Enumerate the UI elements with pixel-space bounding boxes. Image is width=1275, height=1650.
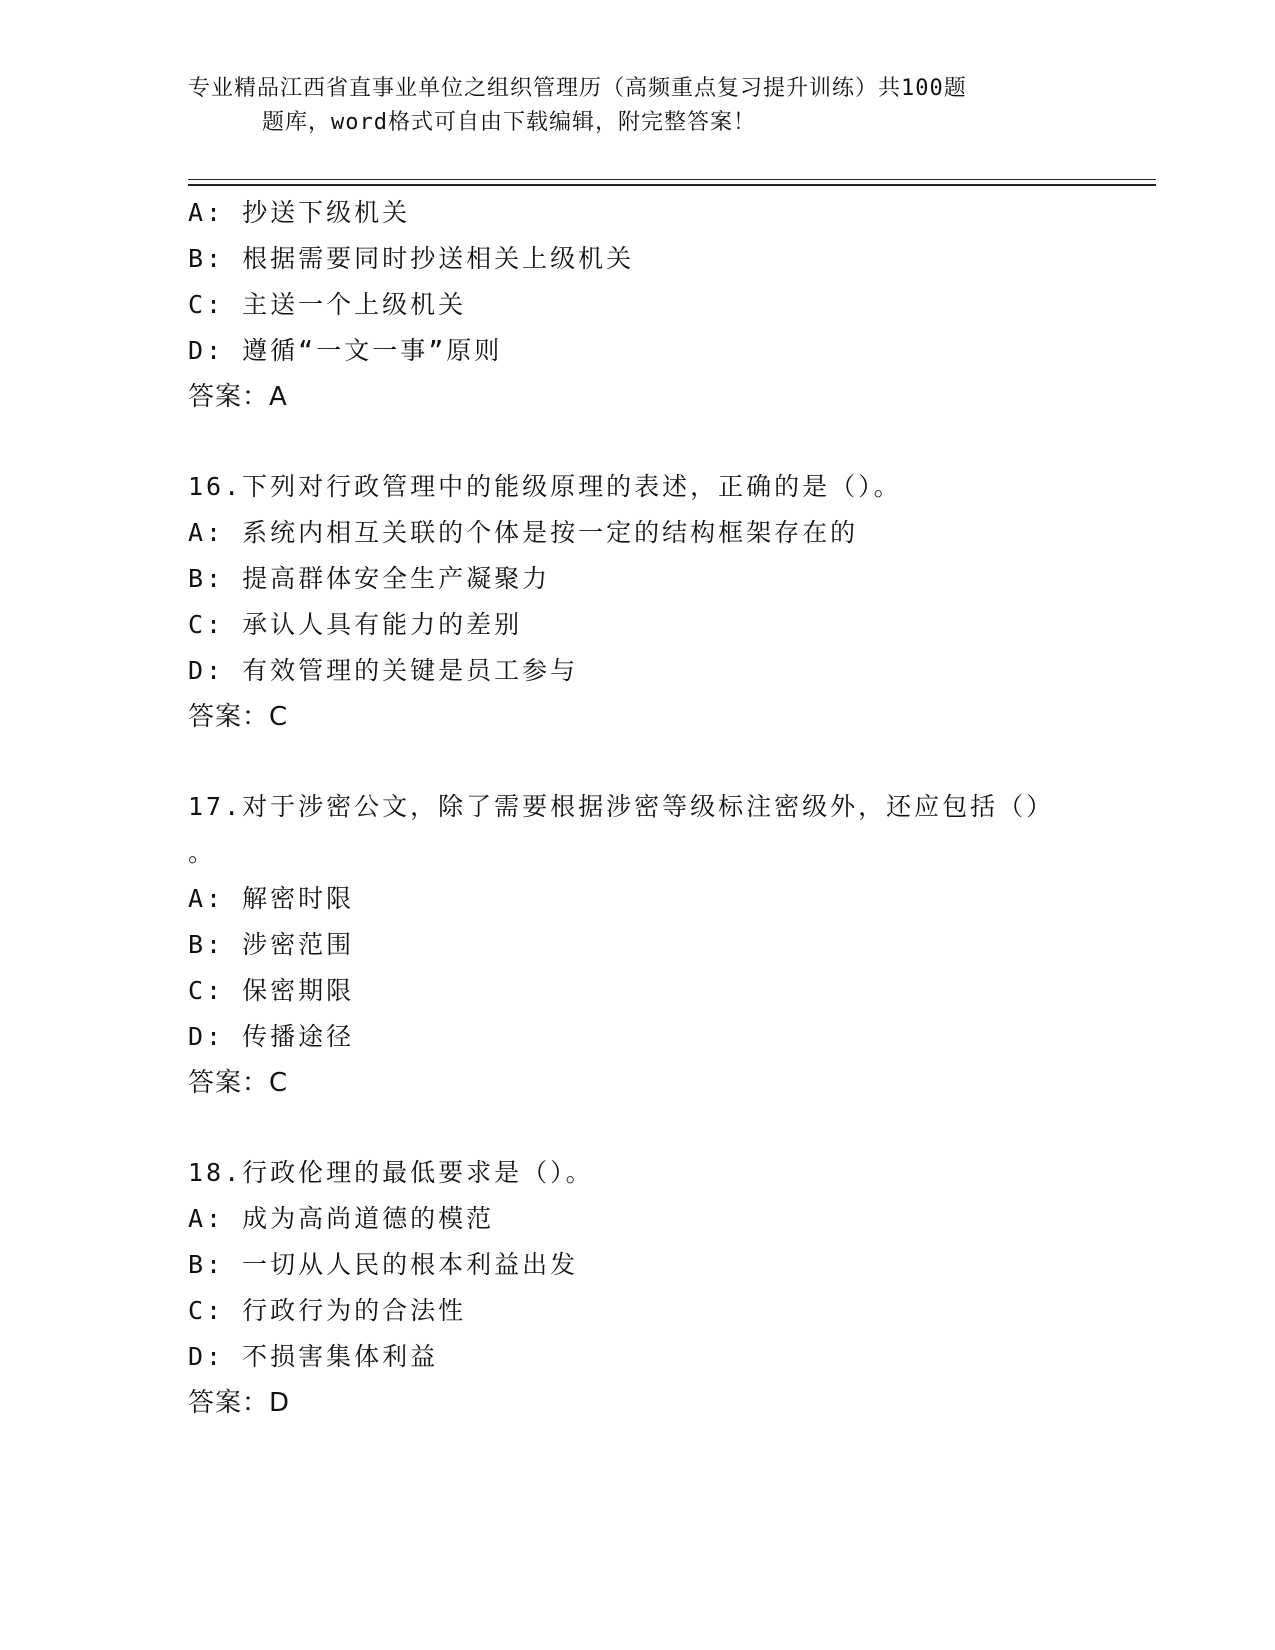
option-c: C: 行政行为的合法性 <box>188 1296 467 1325</box>
header-rule-thin <box>188 179 1156 180</box>
option-b: B: 一切从人民的根本利益出发 <box>188 1250 579 1279</box>
option-b: B: 涉密范围 <box>188 930 355 959</box>
question-block-17 <box>188 784 1148 1106</box>
answer-label: 答案：A <box>188 382 288 412</box>
question-spacer <box>188 1106 1148 1150</box>
question-spacer <box>188 420 1148 464</box>
option-d: D: 传播途径 <box>188 1022 355 1051</box>
question-stem-continuation: 。 <box>188 838 214 867</box>
question-list <box>188 190 1148 1426</box>
question-stem: 17.对于涉密公文，除了需要根据涉密等级标注密级外，还应包括（） <box>188 792 1055 821</box>
option-a: A: 系统内相互关联的个体是按一定的结构框架存在的 <box>188 518 859 547</box>
option-b: B: 提高群体安全生产凝聚力 <box>188 564 551 593</box>
option-a: A: 解密时限 <box>188 884 355 913</box>
answer-label: 答案：C <box>188 702 289 732</box>
option-d: D: 有效管理的关键是员工参与 <box>188 656 579 685</box>
question-spacer <box>188 740 1148 784</box>
question-stem: 16.下列对行政管理中的能级原理的表述，正确的是（）。 <box>188 472 902 501</box>
question-block-15 <box>188 190 1148 420</box>
option-d: D: 遵循“一文一事”原则 <box>188 336 503 365</box>
document-title-line-2: 题库，word格式可自由下载编辑，附完整答案！ <box>262 110 756 135</box>
header-rule-thick <box>188 184 1156 186</box>
option-c: C: 主送一个上级机关 <box>188 290 467 319</box>
question-stem: 18.行政伦理的最低要求是（）。 <box>188 1158 594 1187</box>
option-c: C: 保密期限 <box>188 976 355 1005</box>
question-block-16 <box>188 464 1148 740</box>
answer-label: 答案：D <box>188 1388 291 1418</box>
option-c: C: 承认人具有能力的差别 <box>188 610 523 639</box>
option-a: A: 抄送下级机关 <box>188 198 411 227</box>
option-b: B: 根据需要同时抄送相关上级机关 <box>188 244 635 273</box>
option-a: A: 成为高尚道德的模范 <box>188 1204 495 1233</box>
document-header <box>0 72 1275 140</box>
document-title-line-1: 专业精品江西省直事业单位之组织管理历（高频重点复习提升训练）共100题 <box>188 76 967 101</box>
question-block-18 <box>188 1150 1148 1426</box>
option-d: D: 不损害集体利益 <box>188 1342 439 1371</box>
answer-label: 答案：C <box>188 1068 289 1098</box>
